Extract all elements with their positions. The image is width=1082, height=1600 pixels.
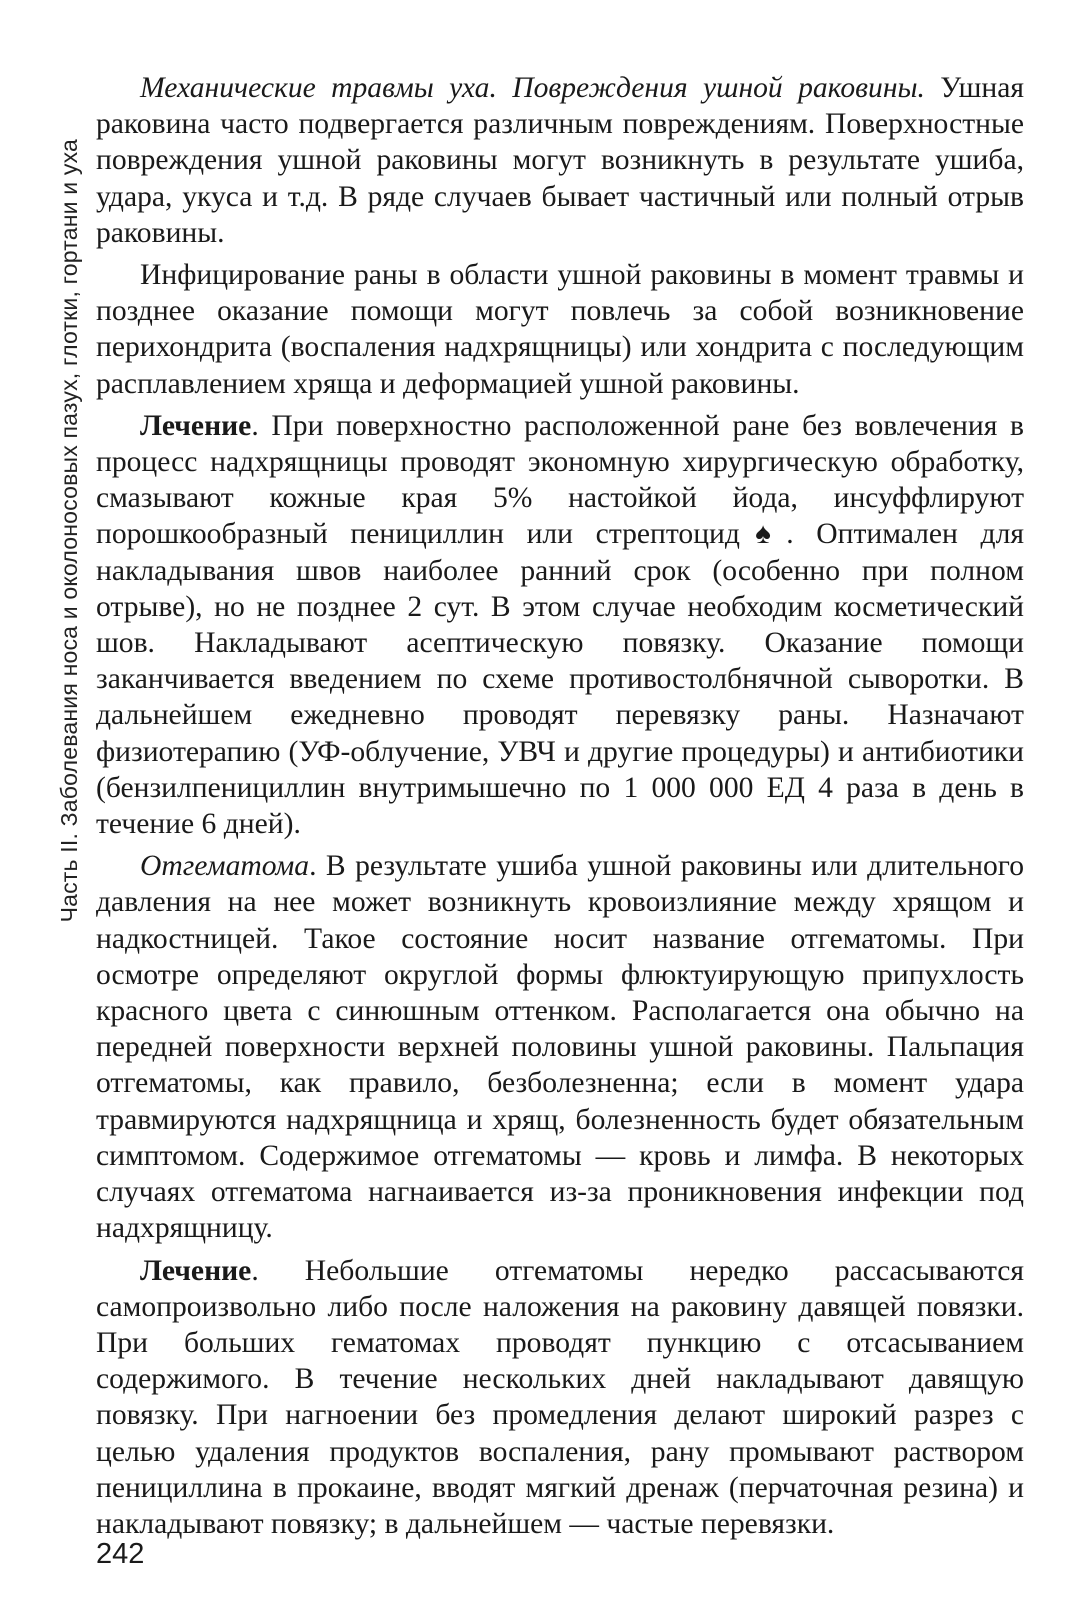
subheading-treatment: Лечение	[140, 1254, 252, 1287]
page-number: 242	[96, 1538, 145, 1570]
paragraph-othematoma	[96, 848, 1024, 1246]
running-head	[47, 62, 91, 922]
paragraph-text: . Небольшие отгематомы нередко рассасываются самопроизвольно либо после наложения на раковину давящей повязки. При больших гематомах проводят пункцию с отсасыванием содержимого. В течение нескольких дней накладывают давящую повязку. При нагноении без промедления делают широкий разрез с целью удаления продуктов воспаления, рану промывают раствором пенициллина в прокаине, вводят мягкий дренаж (перчаточная резина) и накладывают повязку; в дальнейшем — частые перевязки.	[96, 1254, 1024, 1540]
paragraph-text: Ушная раковина часто подвергается различным повреждениям. Поверхностные повреждения ушной раковины могут возникнуть в результате ушиба, удара, укуса и т.д. В ряде случаев бывает частичный или полный отрыв раковины.	[96, 72, 1024, 249]
subheading-treatment: Лечение	[140, 409, 252, 442]
page-body	[96, 70, 1024, 1548]
running-head-text: Часть II. Заболевания носа и околоносовых пазух, глотки, гортани и уха	[55, 138, 82, 922]
section-heading-othematoma: Отгематома	[140, 850, 310, 883]
paragraph-text: . В результате ушиба ушной раковины или длительного давления на нее может возникнуть кровоизлияние между хрящом и надкостницей. Такое состояние носит название отгематомы. При осмотре определяют округлой формы флюктуирующую припухлость красного цвета с синюшным оттенком. Располагается она обычно на передней поверхности верхней половины ушной раковины. Пальпация отгематомы, как правило, безболезненна; если в момент удара травмируются надхрящница и хрящ, болезненность будет обязательным симптомом. Содержимое отгематомы — кровь и лимфа. В некоторых случаях отгематома нагнаивается из-за проникновения инфекции под надхрящницу.	[96, 850, 1024, 1245]
paragraph-ear-injuries	[96, 70, 1024, 251]
paragraph-treatment-othematoma	[96, 1253, 1024, 1543]
paragraph-text: . При поверхностно расположенной ране без вовлечения в процесс надхрящницы проводят экономную хирургическую обработку, смазывают кожные края 5% настойкой йода, инсуффлируют порошкообразный пенициллин или стрептоцид♠. Оптимален для накладывания швов наиболее ранний срок (особенно при полном отрыве), но не позднее 2 сут. В этом случае необходим косметический шов. Накладывают асептическую повязку. Оказание помощи заканчивается введением по схеме противостолбнячной сыворотки. В дальнейшем ежедневно проводят перевязку раны. Назначают физиотерапию (УФ-облучение, УВЧ и другие процедуры) и антибиотики (бензилпенициллин внутримышечно по 1 000 000 ЕД 4 раза в день в течение 6 дней).	[96, 409, 1024, 841]
paragraph-infection	[96, 257, 1024, 402]
section-heading-mechanical-injuries: Механические травмы уха. Повреждения ушной раковины.	[140, 72, 925, 104]
paragraph-treatment-wounds	[96, 408, 1024, 842]
paragraph-text: Инфицирование раны в области ушной раковины в момент травмы и позднее оказание помощи могут повлечь за собой возникновение перихондрита (воспаления надхрящницы) или хондрита с последующим расплавлением хряща и деформацией ушной раковины.	[96, 259, 1024, 400]
